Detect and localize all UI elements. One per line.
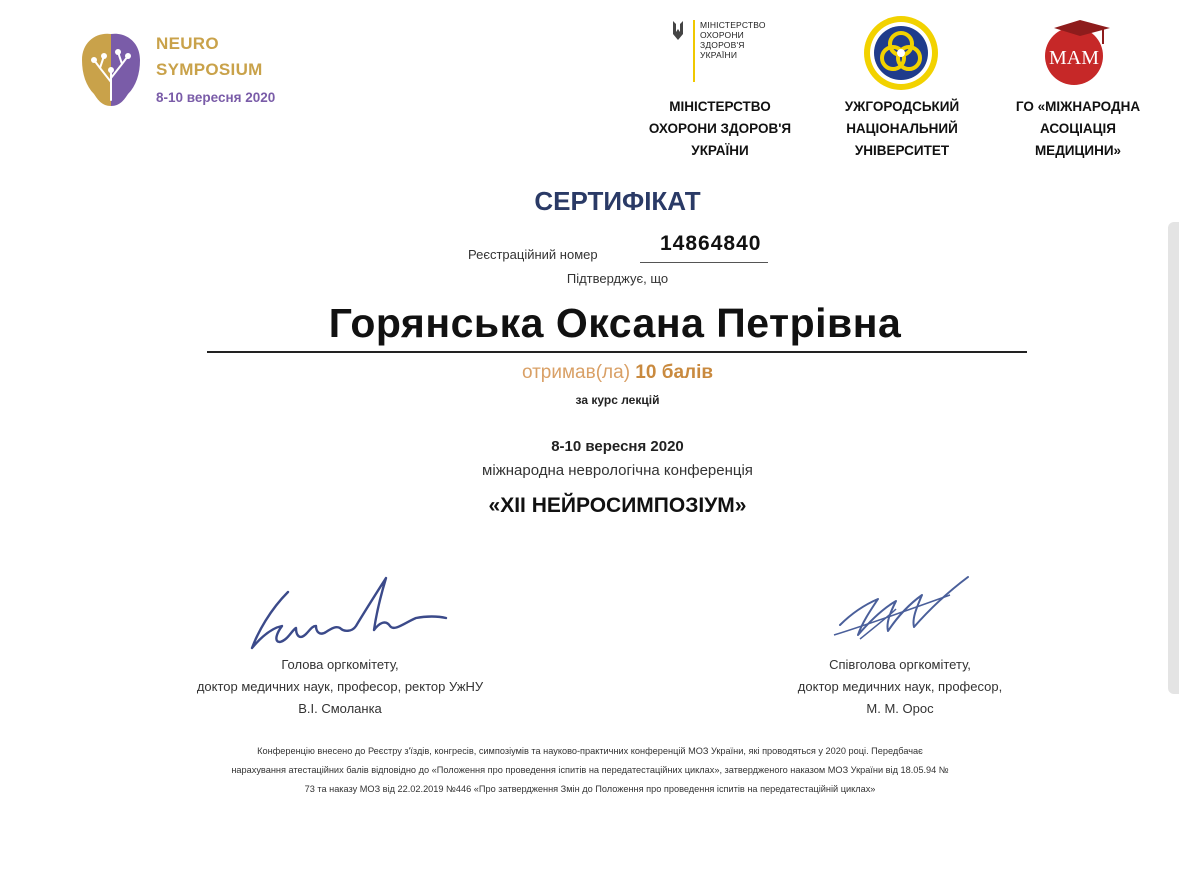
logo-date: 8-10 вересня 2020 [156,90,276,105]
signature-left [240,570,450,660]
conference-name: «XII НЕЙРОСИМПОЗІУМ» [488,494,747,517]
registration-number: 14864840 [660,232,762,255]
trident-emblem-icon [672,20,684,42]
footnote: Конференцію внесено до Реєстру з'їздів, конгресів, симпозіумів та науково-практичних конференцій МОЗ України, які проводяться у 2020 році. Передбачає нарахування атестаційних балів відповідно до «Положення про проведення іспитів на передатестаційних циклах», затвердженого наказом МОЗ України від 18.05.94 № 73 та наказу МОЗ від 22.02.2019 №446 «Про затвердження Змін до Положення про проведення іспитів на передатестаційній циклах» [231,746,949,794]
course-text: за курс лекцій [575,393,660,407]
certificate-title: СЕРТИФІКАТ [534,186,701,216]
signature-right [830,565,975,650]
ministry-mini-text: МІНІСТЕРСТВО ОХОРОНИ ЗДОРОВ'Я УКРАЇНИ [700,20,766,60]
confirm-text: Підтверджує, що [566,271,669,286]
received-prefix: отримав(ла) [521,362,631,383]
mam-emblem-icon [1040,14,1114,86]
org-mam-name: ГО «МІЖНАРОДНА АСОЦІАЦІЯ МЕДИЦИНИ» [1015,99,1141,158]
recipient-name: Горянська Оксана Петрівна [328,300,902,346]
signatory-right: Співголова оргкомітету, доктор медичних наук, професор, М. М. Орос [797,657,1003,716]
registration-label: Реєстраційний номер [468,247,598,262]
org-ministry-name: МІНІСТЕРСТВО ОХОРОНИ ЗДОРОВ'Я УКРАЇНИ [648,99,792,158]
conference-date: 8-10 вересня 2020 [551,438,684,455]
registration-underline [640,262,768,263]
logo-line-neuro: NEURO [156,34,219,53]
university-emblem-icon [862,14,940,92]
signatory-left: Голова оргкомітету, доктор медичних наук, професор, ректор УжНУ В.І. Смоланка [196,657,484,716]
scrollbar[interactable] [1168,222,1179,694]
ministry-divider [693,20,695,82]
name-underline [207,351,1027,353]
neuro-symposium-logo [78,30,144,110]
points-value: 10 балів [635,362,714,383]
conference-type: міжнародна неврологічна конференція [482,462,753,479]
mam-emblem-text: МАМ [1048,47,1100,69]
logo-line-symposium: SYMPOSIUM [156,60,263,79]
received-points [0,362,1179,384]
org-university-name: УЖГОРОДСЬКИЙ НАЦІОНАЛЬНИЙ УНІВЕРСИТЕТ [844,99,960,158]
